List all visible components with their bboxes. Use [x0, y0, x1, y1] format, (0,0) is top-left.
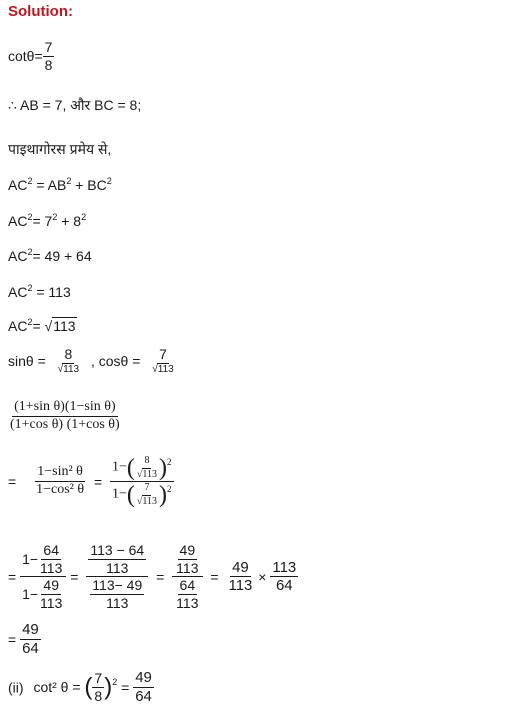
part-ii: (ii) cot² θ = ( $\frac{7}{8}$ )$^2$ = $\frac{49}{64}$: [8, 669, 152, 705]
eq-line-1: $AC^2 = AB^2 + BC^2$: [8, 176, 112, 193]
final-result: = $\frac{49}{64}$: [8, 621, 39, 657]
eq-line-3: $AC^2= 49 + 64$: [8, 247, 92, 264]
cot-num: 7: [44, 39, 53, 55]
sin-cos-line: sinθ = $\frac{8}{√113}$ , cosθ = $\frac{7}{√113}$: [8, 346, 174, 375]
eq-line-2: $AC^2= 7^2 + 8^2$: [8, 212, 87, 229]
therefore-line: ∴ AB = 7, और BC = 8;: [8, 97, 142, 113]
main-expression: $\frac{\text{(1+sin θ)(1−sin θ)}}{\text{(1+cos θ) (1+cos θ)}}$: [10, 399, 120, 432]
pythagoras-line: पाइथागोरस प्रमेय से,: [8, 141, 112, 157]
eq-line-5: $AC^2= √113$: [8, 317, 76, 334]
cot-lhs: cotθ=: [8, 48, 43, 65]
step-1: = $\frac{\text{1−sin² θ}}{\text{1−cos² θ}}$ = 1−( $\frac{8}{√113}$ )$^2$ 1−( $\frac{7}{√113}$ )$^2$: [8, 455, 172, 508]
eq-line-4: $AC^2 = 113$: [8, 283, 71, 300]
cot-den: 8: [44, 56, 53, 73]
step-2: = 1− $\frac{64}{113}$ 1− $\frac{49}{113}$ = $\frac{\frac{113 - 64}{113}}{\frac{113- 49}{113}}$ = $\frac{\frac{49}{113}}{\frac{64}{113}}$ = $\frac{49}{113}$ × $\frac{113}{64}$: [8, 542, 297, 612]
cot-equation: [8, 40, 54, 72]
solution-title: Solution:: [8, 3, 73, 20]
